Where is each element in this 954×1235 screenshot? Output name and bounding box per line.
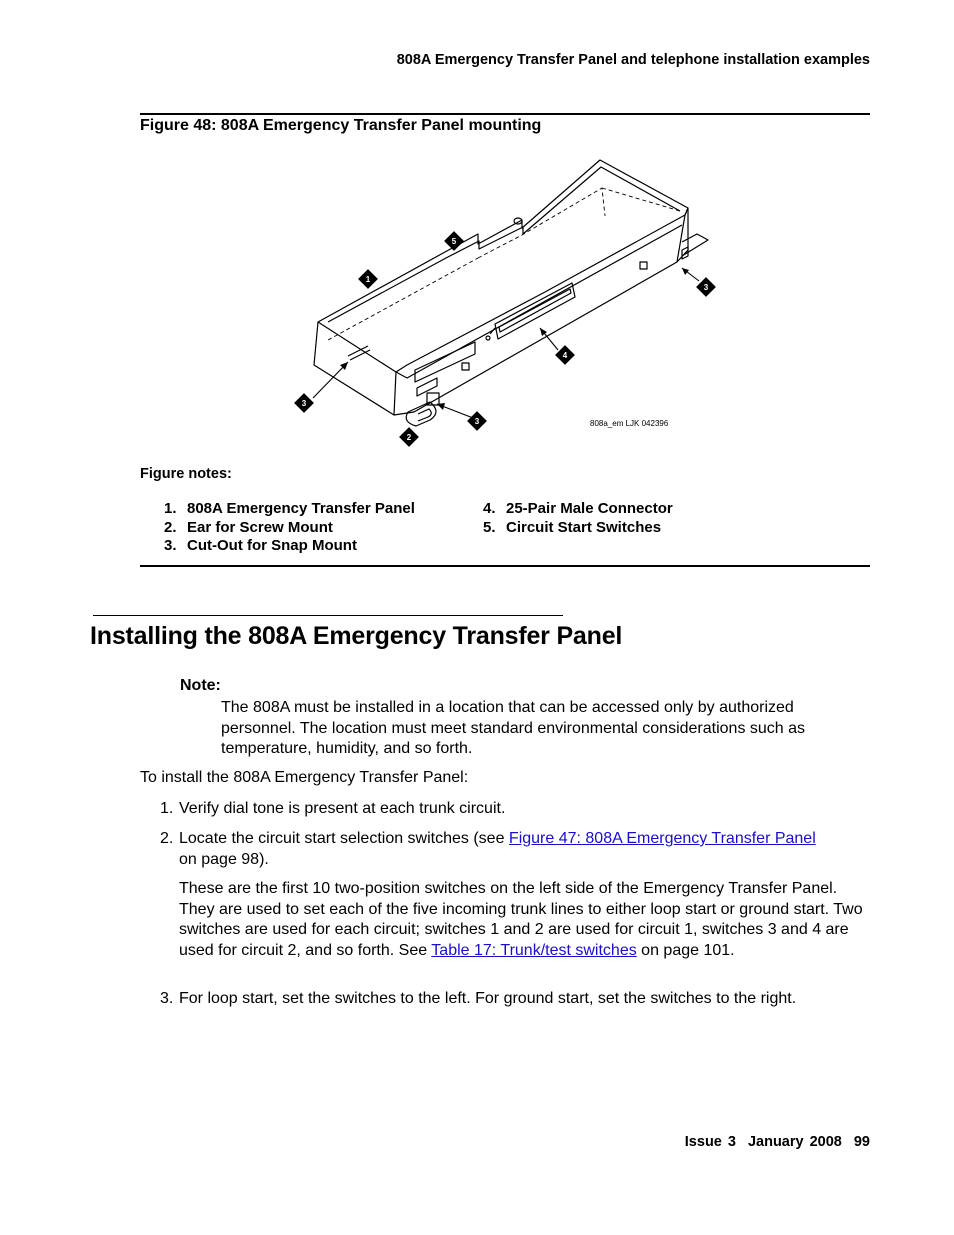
figure-note-item: 2. Ear for Screw Mount <box>164 518 333 536</box>
figure-notes-right <box>483 500 673 537</box>
figure-note-item: 4. 25-Pair Male Connector <box>483 500 673 517</box>
figure-note-item: 1. 808A Emergency Transfer Panel <box>164 500 415 517</box>
callout-5 <box>444 231 464 251</box>
callout-1 <box>358 269 378 289</box>
figure-image-id: 808a_em LJK 042396 <box>590 419 669 428</box>
footer-page-number: 99 <box>853 1134 870 1150</box>
callout-3-left <box>294 393 314 413</box>
callout-4 <box>555 345 575 365</box>
svg-text:3: 3 <box>301 399 307 408</box>
section-rule <box>93 615 563 616</box>
svg-text:2: 2 <box>406 433 412 442</box>
figure-top-rule <box>140 113 870 115</box>
callout-3-bottom <box>467 411 487 431</box>
figure-note-item: 3. Cut-Out for Snap Mount <box>164 537 357 554</box>
procedure-intro: To install the 808A Emergency Transfer Panel: <box>140 769 469 786</box>
figure-notes-heading: Figure notes: <box>140 466 232 482</box>
page-footer <box>673 1134 870 1150</box>
note-label: Note: <box>180 677 221 694</box>
section-title: Installing the 808A Emergency Transfer Panel <box>90 622 623 650</box>
svg-text:4: 4 <box>562 351 568 360</box>
figure-bottom-rule <box>140 565 870 567</box>
svg-text:3: 3 <box>474 417 480 426</box>
callout-2 <box>399 427 419 447</box>
footer-issue: Issue 3 <box>684 1134 736 1150</box>
side-slot <box>415 342 475 382</box>
panel-front-face <box>314 322 396 415</box>
procedure-step-1: 1. Verify dial tone is present at each trunk circuit. <box>160 800 506 817</box>
procedure-step-3: 3. For loop start, set the switches to the left. For ground start, set the switches to the right. <box>160 990 797 1007</box>
procedure-step-2: 2. Locate the circuit start selection switches (see Figure 47: 808A Emergency Transfer Panel on page 98). <box>160 830 816 868</box>
note-body: The 808A must be installed in a location that can be accessed only by authorized personnel. The location must meet standard environmental considerations such as temperature, humidity, and so forth. <box>221 699 806 757</box>
svg-text:3: 3 <box>703 283 709 292</box>
callout-3-right <box>696 277 716 297</box>
footer-date: January 2008 <box>747 1134 842 1150</box>
panel-top-rim <box>318 160 688 372</box>
panel-mounting-figure <box>290 150 730 460</box>
figure-note-item: 5. Circuit Start Switches <box>483 518 662 536</box>
figure-notes-left <box>164 500 415 556</box>
svg-text:1: 1 <box>365 275 371 284</box>
figure-47-link[interactable]: Figure 47: 808A Emergency Transfer Panel <box>508 830 816 847</box>
figure-title: Figure 48: 808A Emergency Transfer Panel mounting <box>140 117 542 134</box>
running-header: 808A Emergency Transfer Panel and telephone installation examples <box>396 52 870 68</box>
svg-text:5: 5 <box>451 237 457 246</box>
table-17-link[interactable]: Table 17: Trunk/test switches <box>431 941 637 959</box>
procedure-step-2-detail: These are the first 10 two-position switches on the left side of the Emergency Transfer Panel. They are used to set each of the five incoming trunk lines to either loop start or ground start. Two switches are used for each circuit; switches 1 and 2 are used for circuit 1, switches 3 and 4 are used for circuit 2, and so forth. See Table 17: Trunk/test switches on page 101. <box>179 880 863 959</box>
